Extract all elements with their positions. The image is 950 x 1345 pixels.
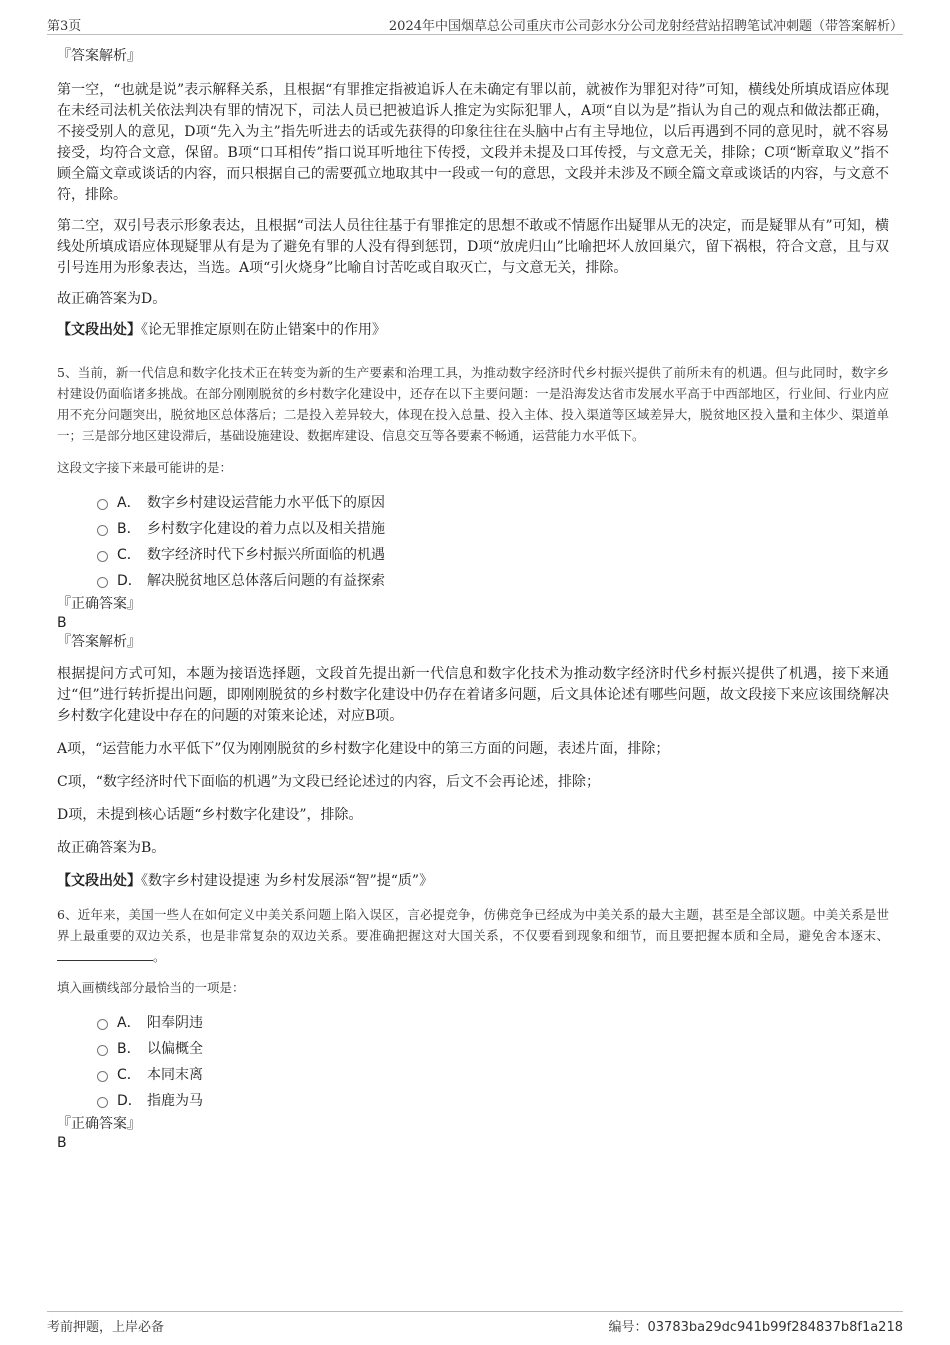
q5-analysis-label: 『答案解析』: [57, 634, 141, 650]
q6-option-a[interactable]: A． 阳奉阴违: [97, 1010, 889, 1036]
q5-option-c[interactable]: C． 数字经济时代下乡村振兴所面临的机遇: [97, 542, 889, 568]
radio-icon[interactable]: [97, 1097, 108, 1108]
radio-icon[interactable]: [97, 1045, 108, 1056]
q4-analysis-label: 『答案解析』: [57, 48, 141, 64]
radio-icon[interactable]: [97, 1071, 108, 1082]
document-title: 2024年中国烟草总公司重庆市公司彭水分公司龙射经营站招聘笔试冲刺题（带答案解析）: [388, 19, 903, 34]
page-number: 第3页: [47, 19, 82, 34]
q5-correct-label: 『正确答案』: [57, 596, 141, 612]
q5-source: [57, 871, 889, 892]
page-content: [57, 46, 889, 1152]
q5-source-label: 【文段出处】: [57, 873, 141, 889]
q5-options: [57, 490, 889, 594]
q5-source-text: 《数字乡村建设提速 为乡村发展添“智”提“质”》: [141, 873, 434, 889]
q4-conclusion: 故正确答案为D。: [57, 291, 167, 307]
q4-analysis-paragraph-2: 第二空，双引号表示形象表达，且根据“司法人员往往基于有罪推定的思想不敢或不情愿作出疑罪从无的决定，而是疑罪从有”可知，横线处所填成语应体现疑罪从有是为了避免有罪的人没有得到惩罚，D项“放虎归山”比喻把坏人放回巢穴，留下祸根，符合文意，且与双引号连用为形象表达，当选。A项“引火烧身”比喻自讨苦吃或自取灭亡，与文意无关，排除。: [57, 218, 889, 276]
q5-analysis-a: A项，“运营能力水平低下”仅为刚刚脱贫的乡村数字化建设中的第三方面的问题，表述片面，排除；: [57, 741, 670, 757]
q5-option-d[interactable]: D． 解决脱贫地区总体落后问题的有益探索: [97, 568, 889, 594]
q5-analysis-d: D项，未提到核心话题“乡村数字化建设”，排除。: [57, 807, 363, 823]
document-code: 编号：03783ba29dc941b99f284837b8f1a218: [608, 1320, 903, 1335]
q5-analysis-c: C项，“数字经济时代下面临的机遇”为文段已经论述过的内容，后文不会再论述，排除；: [57, 774, 601, 790]
q4-source-label: 【文段出处】: [57, 322, 141, 338]
q4-analysis-paragraph-1: 第一空，“也就是说”表示解释关系，且根据“有罪推定指被追诉人在未确定有罪以前，就被作为罪犯对待”可知，横线处所填成语应体现在未经司法机关依法判决有罪的情况下，司法人员已把被追诉人推定为实际犯罪人，A项“自以为是”指认为自己的观点和做法都正确，不接受别人的意见，D项“先入为主”指先听进去的话或先获得的印象往往在头脑中占有主导地位，以后再遇到不同的意见时，就不容易接受，均符合文意，保留。B项“口耳相传”指口说耳听地往下传授，文段并未提及口耳传授，与文意无关，排除；C项“断章取义”指不顾全篇文章或谈话的内容，而只根据自己的需要孤立地取其中一段或一句的意思，文段并未涉及不顾全篇文章或谈话的内容，与文意不符，排除。: [57, 82, 889, 203]
footer-slogan: 考前押题，上岸必备: [47, 1320, 165, 1335]
page-header: [47, 14, 903, 35]
q5-conclusion: 故正确答案为B。: [57, 840, 166, 856]
q5-option-b[interactable]: B． 乡村数字化建设的着力点以及相关措施: [97, 516, 889, 542]
q6-option-b[interactable]: B． 以偏概全: [97, 1036, 889, 1062]
radio-icon[interactable]: [97, 551, 108, 562]
radio-icon[interactable]: [97, 1019, 108, 1030]
q5-stem: 5、当前，新一代信息和数字化技术正在转变为新的生产要素和治理工具，为推动数字经济时代乡村振兴提供了前所未有的机遇。但与此同时，数字乡村建设仍面临诸多挑战。在部分刚刚脱贫的乡村数字化建设中，还存在以下主要问题：一是沿海发达省市发展水平高于中西部地区，行业间、行业内应用不充分问题突出，脱贫地区总体落后；二是投入差异较大，体现在投入总量、投入主体、投入渠道等区域差异大，脱贫地区投入量和主体少、渠道单一；三是部分地区建设滞后，基础设施建设、数据库建设、信息交互等各要素不畅通，运营能力水平低下。: [57, 365, 889, 443]
q6-option-d[interactable]: D． 指鹿为马: [97, 1088, 889, 1114]
radio-icon[interactable]: [97, 577, 108, 588]
q6-option-c[interactable]: C． 本同末离: [97, 1062, 889, 1088]
q5-prompt: 这段文字接下来最可能讲的是：: [57, 460, 233, 475]
q4-source-text: 《论无罪推定原则在防止错案中的作用》: [141, 322, 386, 338]
q6-options: [57, 1010, 889, 1114]
q5-correct-answer: B: [57, 615, 67, 631]
q6-correct-answer: B: [57, 1135, 67, 1151]
q6-correct-label: 『正确答案』: [57, 1116, 141, 1132]
q4-source: [57, 320, 889, 341]
answer-blank: [57, 948, 153, 961]
q5-analysis-paragraph-1: 根据提问方式可知，本题为接语选择题，文段首先提出新一代信息和数字化技术为推动数字经济时代乡村振兴提供了机遇，接下来通过“但”进行转折提出问题，即刚刚脱贫的乡村数字化建设中仍存在着诸多问题，后文具体论述有哪些问题，故文段接下来应该围绕解决乡村数字化建设中存在的问题的对策来论述，对应B项。: [57, 666, 889, 724]
radio-icon[interactable]: [97, 525, 108, 536]
q5-option-a[interactable]: A． 数字乡村建设运营能力水平低下的原因: [97, 490, 889, 516]
page-footer: [47, 1311, 903, 1334]
radio-icon[interactable]: [97, 499, 108, 510]
q6-prompt: 填入画横线部分最恰当的一项是：: [57, 980, 245, 995]
q6-stem: 6、近年来，美国一些人在如何定义中美关系问题上陷入误区，言必提竞争，仿佛竞争已经成为中美关系的最大主题，甚至是全部议题。中美关系是世界上最重要的双边关系，也是非常复杂的双边关系。要准确把握这对大国关系，不仅要看到现象和细节，而且要把握本质和全局，避免舍本逐末、。: [57, 907, 889, 964]
